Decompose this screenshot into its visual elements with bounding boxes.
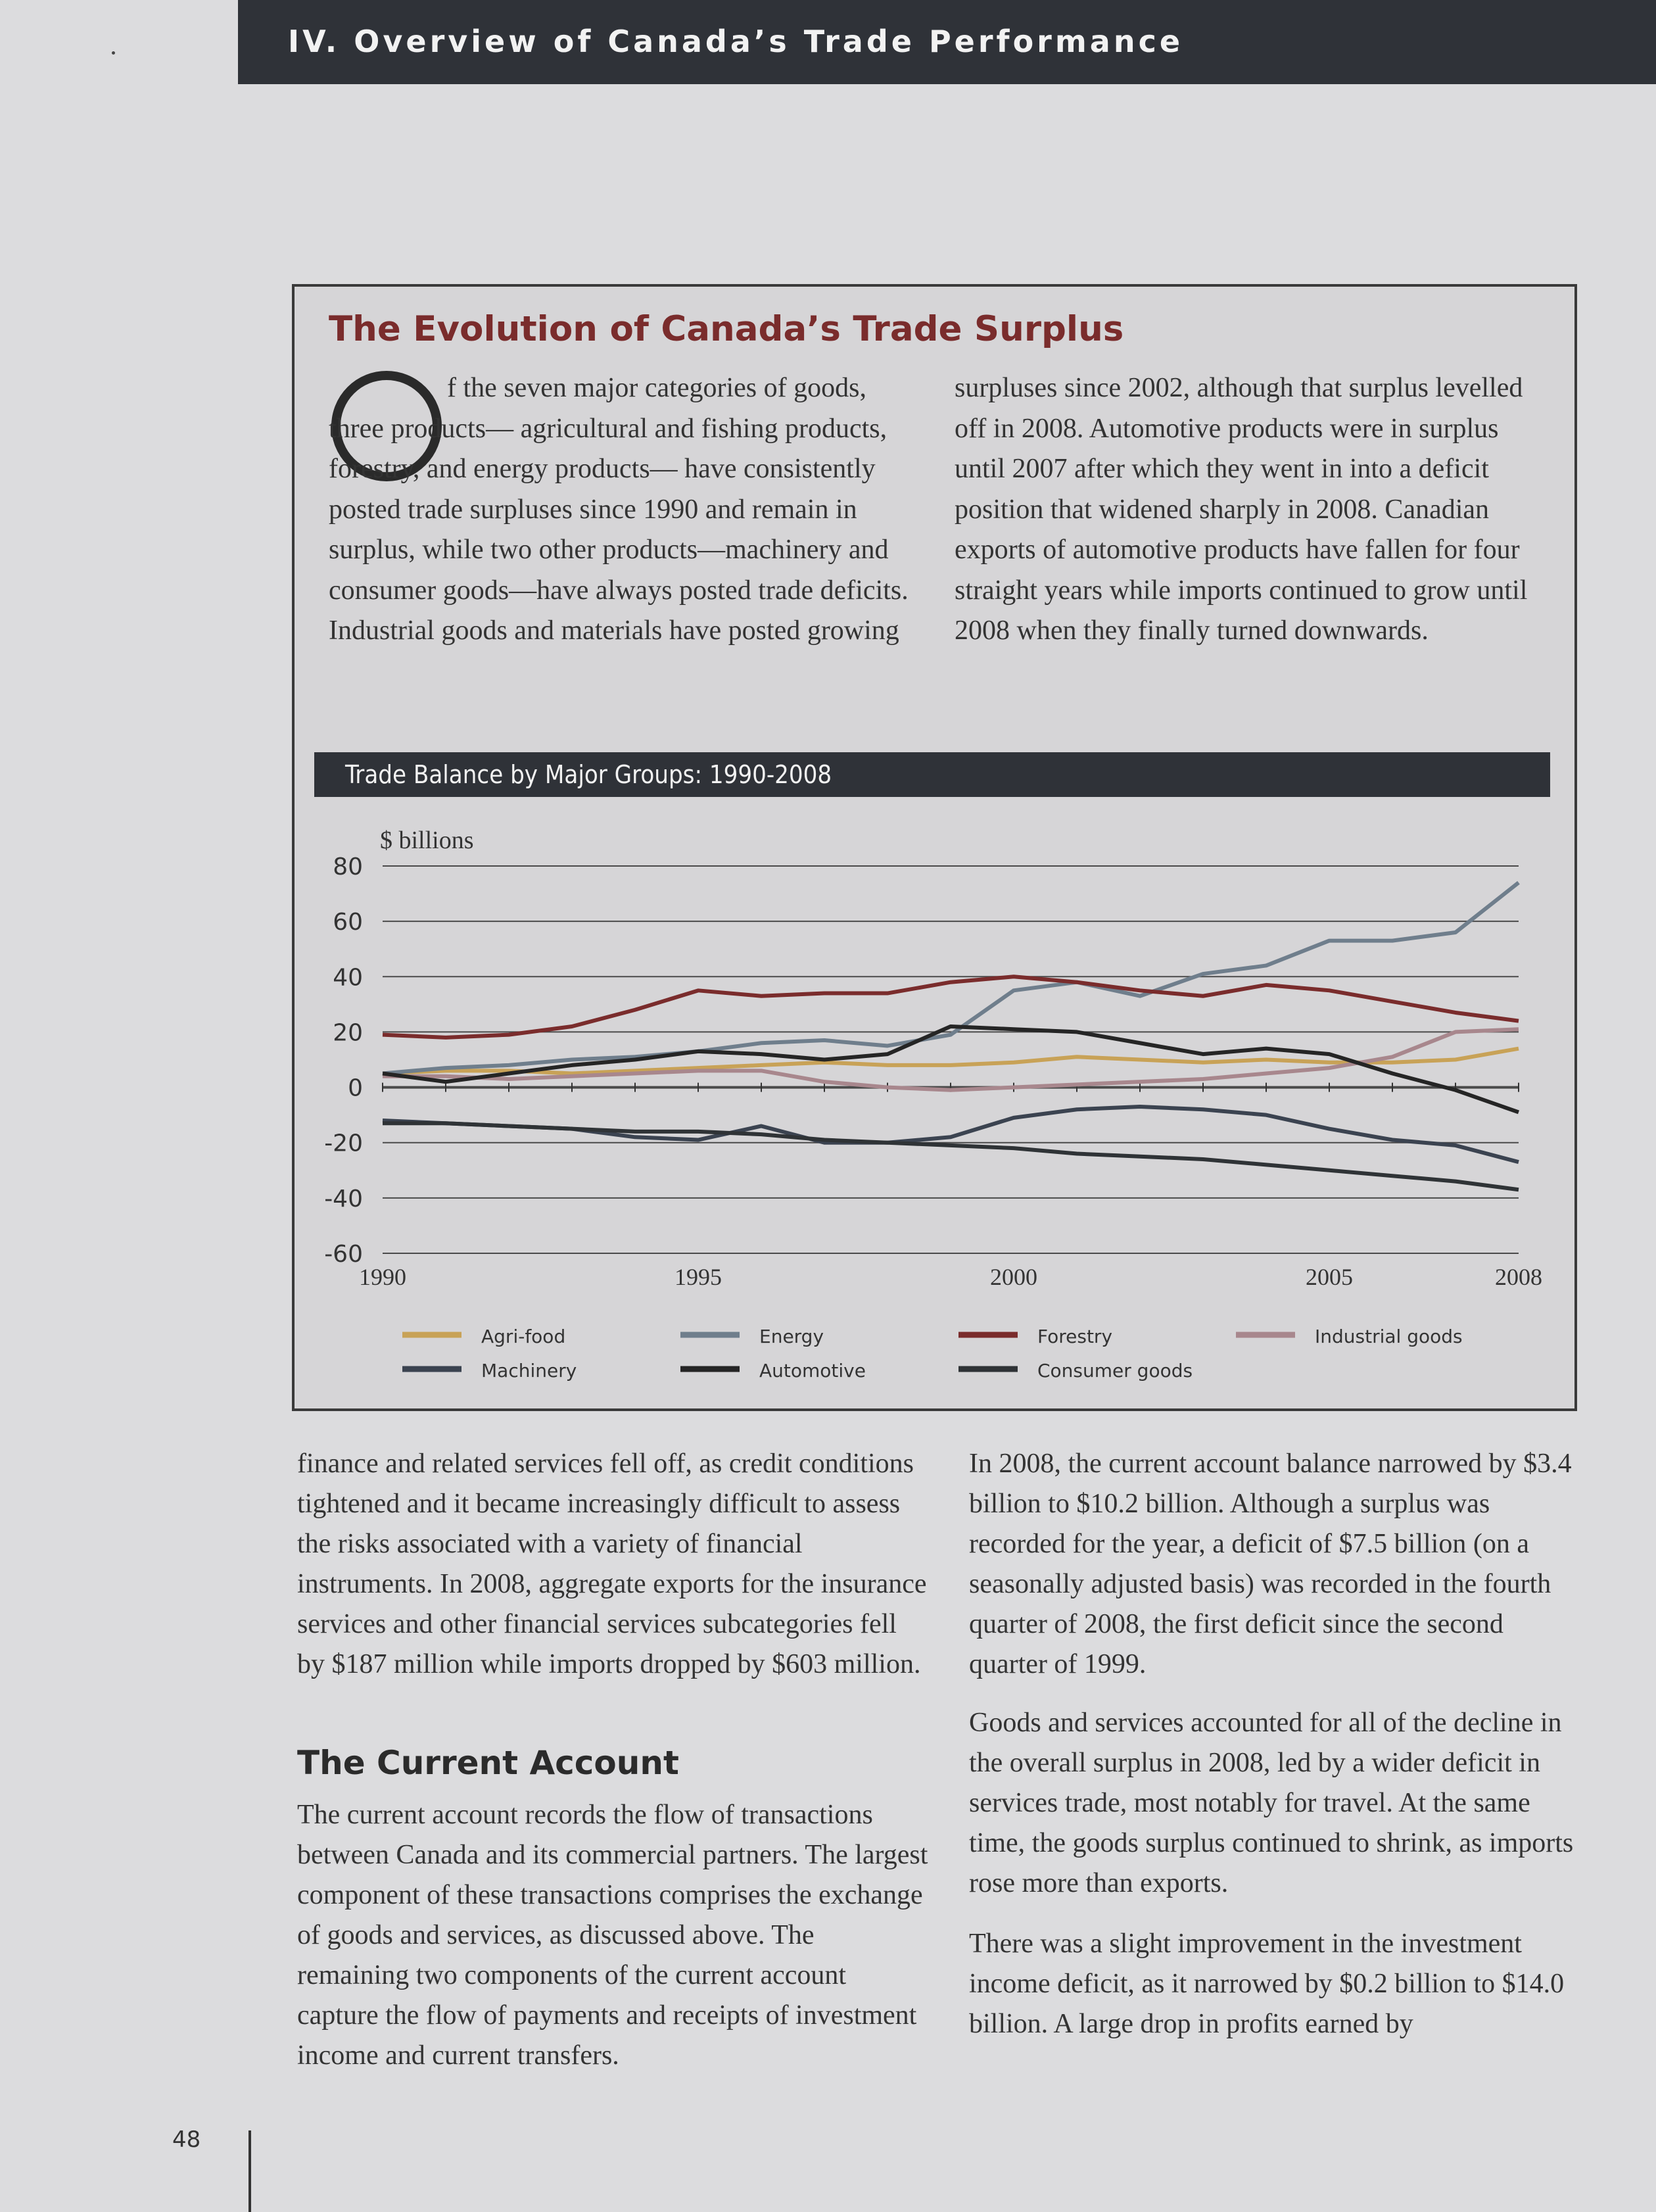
chapter-title: IV. Overview of Canada’s Trade Performance <box>288 24 1184 59</box>
y-tick-label: -20 <box>324 1130 363 1157</box>
y-tick-label: 40 <box>333 964 363 992</box>
paragraph-current-account: The current account records the flow of transactions between Canada and its commercial partners. The largest component of these transactions comprises the exchange of goods and services, as discussed above. The remaining two components of the current account capture the flow of payments and receipts of investment income and current transfers. <box>297 1800 928 2071</box>
legend-label: Industrial goods <box>1315 1326 1463 1347</box>
paragraph-finance: finance and related services fell off, as credit conditions tightened and it became increasingly difficult to assess the risks associated with a variety of financial instruments. In 2008, aggregate exports for the insurance services and other financial services subcategories fell by $187 million while imports dropped by $603 million. <box>297 1449 927 1679</box>
y-tick-label: 60 <box>333 909 363 936</box>
y-tick-label: -60 <box>324 1241 363 1268</box>
paragraph-goods-services: Goods and services accounted for all of the decline in the overall surplus in 2008, led by a wider deficit in services trade, most notably for travel. At the same time, the goods surplus continued to shrink, as imports rose more than exports. <box>969 1708 1574 1898</box>
series-line-1 <box>383 882 1519 1073</box>
legend-label: Automotive <box>759 1360 866 1382</box>
x-tick-label: 2005 <box>1306 1264 1353 1290</box>
sidebar-column-1: f the seven major categories of goods, three products— agricultural and fishing products, forestry, and energy products— have consistently posted trade surpluses since 1990 and remain in surplus, while two other products—machinery and consumer goods—have always posted trade deficits. Industrial goods and materials have posted growing <box>329 373 909 646</box>
page-number: 48 <box>172 2127 201 2153</box>
x-tick-label: 2000 <box>990 1264 1037 1290</box>
x-tick-label: 1995 <box>674 1264 722 1290</box>
legend-label: Agri-food <box>481 1326 566 1347</box>
series-line-5 <box>383 1026 1519 1112</box>
legend-label: Machinery <box>481 1360 577 1382</box>
y-tick-label: 0 <box>348 1074 363 1102</box>
y-tick-label: 20 <box>333 1019 363 1047</box>
y-tick-label: -40 <box>324 1185 363 1213</box>
section-heading-current-account: The Current Account <box>297 1744 679 1782</box>
legend-label: Energy <box>759 1326 824 1347</box>
chart-title: Trade Balance by Major Groups: 1990-2008 <box>345 760 832 789</box>
series-line-4 <box>383 1107 1519 1162</box>
page-rule <box>248 2130 251 2212</box>
legend-label: Forestry <box>1037 1326 1113 1347</box>
y-axis-label: $ billions <box>380 827 474 854</box>
paragraph-investment-income: There was a slight improvement in the investment income deficit, as it narrowed by $0.2 billion to $14.0 billion. A large drop in profits earned by <box>969 1929 1565 2039</box>
x-tick-label: 2008 <box>1495 1264 1542 1290</box>
x-tick-label: 1990 <box>359 1264 406 1290</box>
y-tick-label: 80 <box>333 854 363 880</box>
sidebar-title: The Evolution of Canada’s Trade Surplus <box>329 309 1124 349</box>
legend-label: Consumer goods <box>1037 1360 1193 1382</box>
paragraph-balance-2008: In 2008, the current account balance narrowed by $3.4 billion to $10.2 billion. Although a surplus was recorded for the year, a deficit of $7.5 billion (on a seasonally adjusted basis) was recorded in the fourth quarter of 2008, the first deficit since the second quarter of 1999. <box>969 1449 1572 1679</box>
sidebar-column-2: surpluses since 2002, although that surplus levelled off in 2008. Automotive products were in surplus until 2007 after which they went in into a deficit position that widened sharply in 2008. Canadian exports of automotive products have fallen for four straight years while imports continued to grow until 2008 when they finally turned downwards. <box>955 373 1528 646</box>
